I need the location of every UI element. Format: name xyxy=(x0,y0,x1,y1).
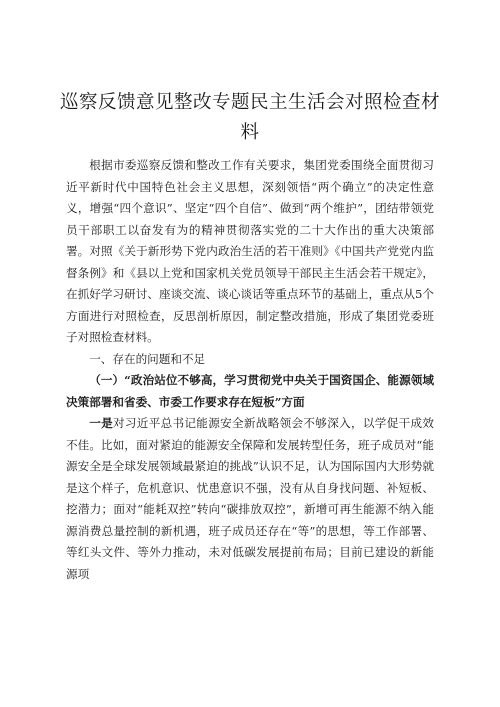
document-title xyxy=(60,88,440,148)
point-paragraph xyxy=(66,413,434,585)
title-line-2: 料 xyxy=(240,122,260,143)
title-line-1: 巡察反馈意见整改专题民主生活会对照检查材 xyxy=(60,92,441,113)
document-body xyxy=(66,155,434,585)
point-text: 对习近平总书记能源安全新战略领会不够深入，以学促干成效不佳。比如，面对紧迫的能源安全保障和发展转型任务，班子成员对“能源安全是全球发展领域最紧迫的挑战”认识不足，认为国际国内大形势就是这个样子，危机意识、忧患意识不强，没有从自身找问题、补短板、挖潜力；面对“能耗双控”转向“碳排放双控”，新增可再生能源不纳入能源消费总量控制的新机遇，班子成员还存在“等”的思想，等工作部署、等红头文件、等外力推动，未对低碳发展提前布局；目前已建设的新能源项 xyxy=(66,416,434,581)
point-lead: 一是 xyxy=(89,416,113,430)
section-heading: 一、存在的问题和不足 xyxy=(89,351,206,366)
intro-paragraph: 根据市委巡察反馈和整改工作有关要求，集团党委围绕全面贯彻习近平新时代中国特色社会主义思想，深刻领悟“两个确立”的决定性意义，增强“四个意识”、坚定“四个自信”、做到“两个维护”，团结带领党员干部职工以奋发有为的精神贯彻落实党的二十大作出的重大决策部署。对照《关于新形势下党内政治生活的若干准则》《中国共产党党内监督条例》和《县以上党和国家机关党员领导干部民主生活会若干规定》，在抓好学习研讨、座谈交流、谈心谈话等重点环节的基础上，重点从5个方面进行对照检查，反思剖析原因，制定整改措施，形成了集团党委班子对照检查材料。 xyxy=(66,158,434,344)
subsection-heading: （一）“政治站位不够高，学习贯彻党中央关于国资国企、能源领域决策部署和省委、市委工作要求存在短板”方面 xyxy=(66,373,434,409)
